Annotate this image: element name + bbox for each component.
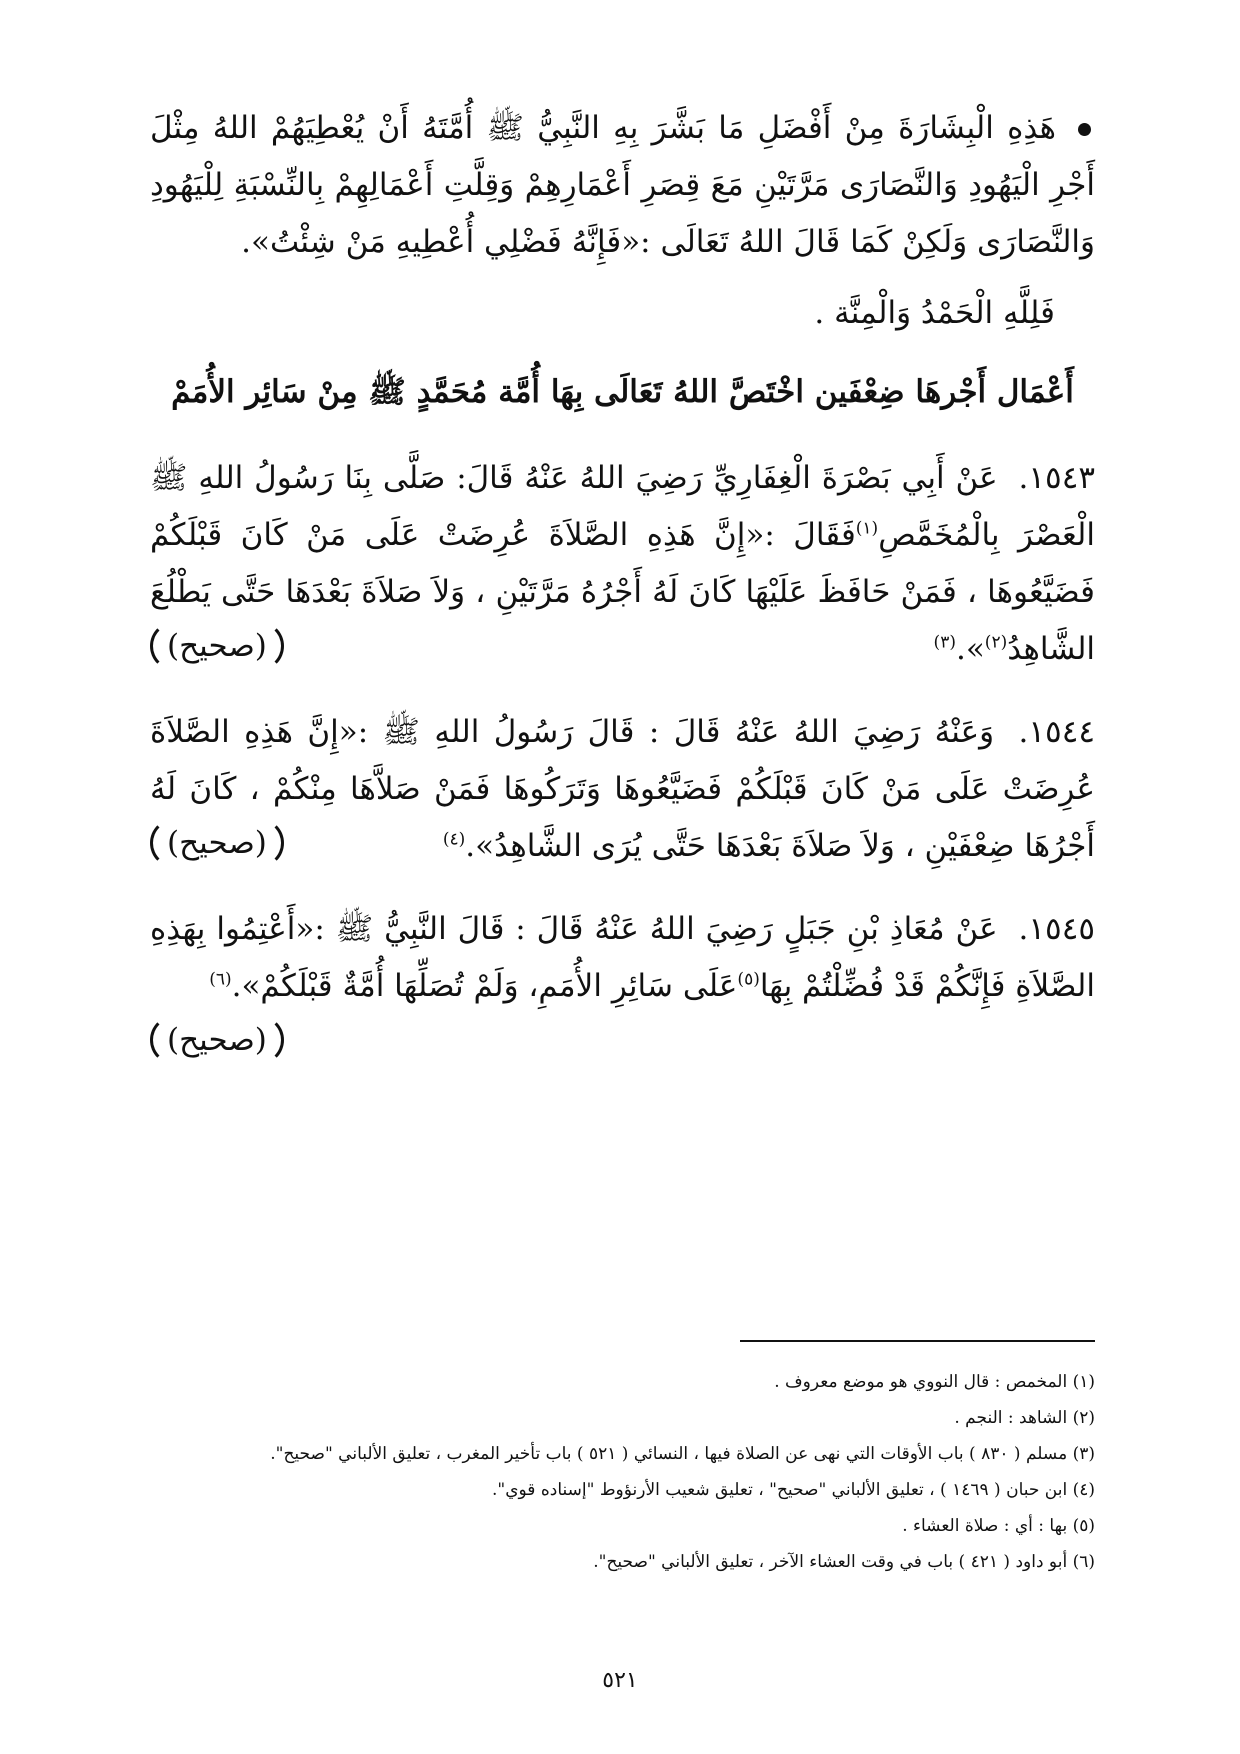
- hadith-1543: [150, 450, 1095, 678]
- footnote-item: (٤) ابن حبان ( ١٤٦٩ ) ، تعليق الألباني "صحيح" ، تعليق شعيب الأرنؤوط "إسناده قوي".: [492, 1480, 1095, 1500]
- grade-badge: (صحيح): [150, 818, 284, 868]
- praise-line: فَلِلَّهِ الْحَمْدُ وَالْمِنَّة .: [814, 295, 1055, 331]
- page-number: ٥٢١: [602, 1668, 638, 1693]
- hadith-1545: [150, 901, 1096, 1058]
- hadith-number: ١٥٤٥.: [1018, 911, 1096, 947]
- grade-badge: (صحيح): [150, 1015, 284, 1065]
- hadith-1544: [150, 704, 1095, 875]
- section-heading: أَعْمَال أَجْرهَا ضِعْفَين اخْتَصَّ اللهُ تَعَالَى بِهَا أُمَّة مُحَمَّدٍ ﷺ مِنْ سَائِر الأُمَمْ: [171, 374, 1074, 410]
- hadith-text: فَقَالَ :«إِنَّ هَذِهِ الصَّلاَةَ عُرِضَتْ عَلَى مَنْ كَانَ قَبْلَكُمْ فَضَيَّعُوهَا ، فَمَنْ حَافَظَ عَلَيْهَا كَانَ لَهُ أَجْرُهُ مَرَّتَيْنِ ، وَلاَ صَلاَةَ بَعْدَهَا حَتَّى يَطْلُعَ الشَّاهِدُ: [150, 517, 1095, 667]
- footnote-ref[interactable]: (٥): [737, 969, 760, 990]
- hadith-text: عَنْ أَبِي بَصْرَةَ الْغِفَارِيِّ رَضِيَ اللهُ عَنْهُ قَالَ: صَلَّى بِنَا رَسُولُ اللهِ ﷺ الْعَصْرَ بِالْمُخَمَّصِ: [150, 460, 1095, 553]
- footnote-ref[interactable]: (٤): [442, 829, 466, 850]
- footnote-item: (٥) بها : أي : صلاة العشاء .: [902, 1516, 1095, 1536]
- hadith-number: ١٥٤٤.: [1018, 714, 1095, 750]
- bullet-icon: [1078, 123, 1091, 136]
- footnote-item: (٦) أبو داود ( ٤٢١ ) باب في وقت العشاء الآخر ، تعليق الألباني "صحيح".: [593, 1552, 1095, 1572]
- footnote-ref[interactable]: (٢): [984, 632, 1008, 653]
- footnote-ref[interactable]: (٣): [933, 632, 956, 653]
- footnote-item: (١) المخمص : قال النووي هو موضع معروف .: [774, 1372, 1095, 1392]
- footnote-item: (٣) مسلم ( ٨٣٠ ) باب الأوقات التي نهى عن الصلاة فيها ، النسائي ( ٥٢١ ) باب تأخير المغرب ، تعليق الألباني "صحيح".: [270, 1444, 1095, 1464]
- grade-badge: (صحيح): [150, 621, 284, 671]
- intro-text: هَذِهِ الْبِشَارَةَ مِنْ أَفْضَلِ مَا بَشَّرَ بِهِ النَّبِيُّ ﷺ أُمَّتَهُ أَنْ يُعْطِيَهُمْ اللهُ مِثْلَ أَجْرِ الْيَهُودِ وَالنَّصَارَى مَرَّتَيْنِ مَعَ قِصَرِ أَعْمَارِهِمْ وَقِلَّتِ أَعْمَالِهِمْ بِالنِّسْبَةِ لِلْيَهُودِ وَالنَّصَارَى وَلَكِنْ كَمَا قَالَ اللهُ تَعَالَى :«فَإِنَّهُ فَضْلِي أُعْطِيهِ مَنْ شِئْتُ».: [150, 110, 1095, 260]
- footnote-divider: [740, 1340, 1095, 1342]
- hadith-text: عَنْ مُعَاذِ بْنِ جَبَلٍ رَضِيَ اللهُ عَنْهُ قَالَ : قَالَ النَّبِيُّ ﷺ :«أَعْتِمُوا بِهَذِهِ الصَّلاَةِ فَإِنَّكُمْ قَدْ فُضِّلْتُمْ بِهَا: [150, 911, 1095, 1004]
- intro-paragraph: [150, 100, 1095, 271]
- main-text: [150, 100, 1095, 1065]
- footnote-item: (٢) الشاهد : النجم .: [954, 1408, 1095, 1428]
- footnote-ref[interactable]: (٦): [209, 969, 232, 990]
- hadith-number: ١٥٤٣.: [1018, 460, 1096, 496]
- hadith-text: عَلَى سَائِرِ الأُمَمِ، وَلَمْ تُصَلِّهَا أُمَّةٌ قَبْلَكُمْ».: [231, 968, 738, 1004]
- footnote-ref[interactable]: (١): [855, 518, 879, 539]
- hadith-text: ».: [955, 631, 985, 667]
- hadith-text: وَعَنْهُ رَضِيَ اللهُ عَنْهُ قَالَ : قَالَ رَسُولُ اللهِ ﷺ :«إِنَّ هَذِهِ الصَّلاَةَ عُرِضَتْ عَلَى مَنْ كَانَ قَبْلَكُمْ فَضَيَّعُوهَا وَتَرَكُوهَا فَمَنْ صَلاَّهَا مِنْكُمْ ، كَانَ لَهُ أَجْرُهَا ضِعْفَيْنِ ، وَلاَ صَلاَةَ بَعْدَهَا حَتَّى يُرَى الشَّاهِدُ».: [150, 714, 1095, 864]
- footnote-list: [150, 1366, 1095, 1582]
